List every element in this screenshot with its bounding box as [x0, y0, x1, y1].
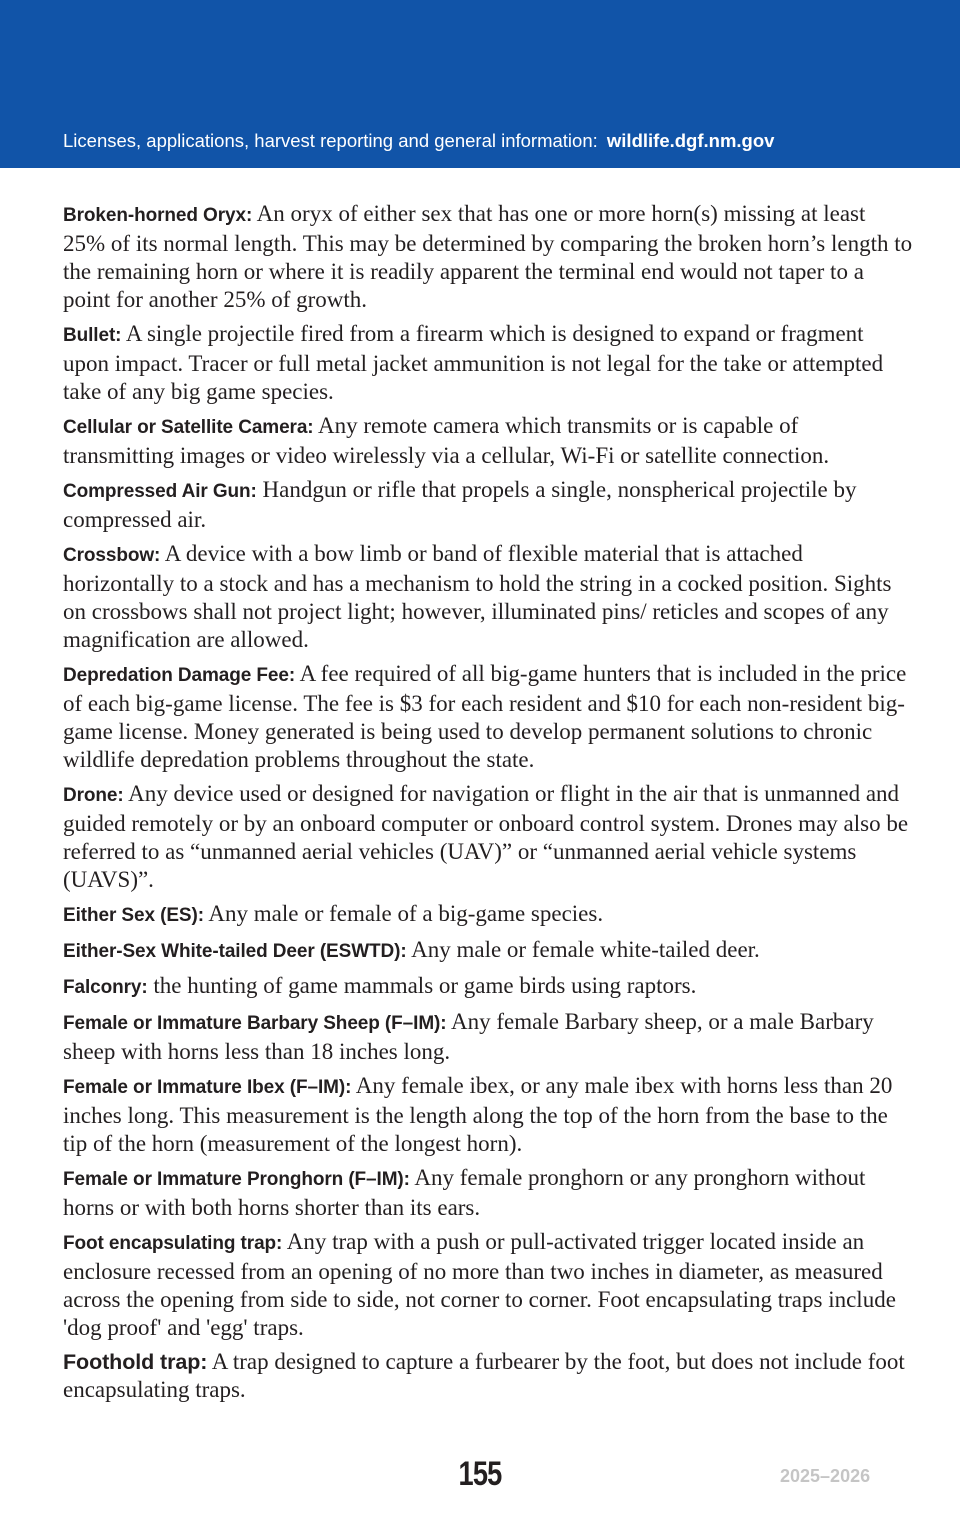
glossary-definition: Any female pronghorn or any pronghorn without horns or with both horns shorter than its ears.: [63, 1165, 866, 1220]
header-info-text: Licenses, applications, harvest reporting and general information:: [63, 130, 598, 151]
glossary-definition: A fee required of all big-game hunters that is included in the price of each big-game license. The fee is $3 for each resident and $10 for each non-resident big-game license. Money generated is being used to develop permanent solutions to chronic wildlife depredation problems throughout the state.: [63, 661, 907, 772]
glossary-term: Depredation Damage Fee:: [63, 665, 296, 686]
glossary-entry: [63, 1348, 913, 1404]
glossary-definition: Any male or female of a big-game species.: [208, 901, 604, 926]
edition-years: 2025–2026: [780, 1466, 871, 1486]
glossary-definition: An oryx of either sex that has one or more horn(s) missing at least 25% of its normal length. This may be determined by comparing the broken horn’s length to the remaining horn or where it is readily apparent the terminal end would not taper to a point for another 25% of growth.: [63, 201, 913, 312]
glossary-entry: [63, 320, 913, 406]
glossary-definition: the hunting of game mammals or game birds using raptors.: [153, 973, 697, 998]
glossary-term: Falconry:: [63, 977, 148, 998]
glossary-definition: Any trap with a push or pull-activated trigger located inside an enclosure recessed from an opening of no more than two inches in diameter, as measured across the opening from side to side, not corner to corner. Foot encapsulating traps include 'dog proof' and 'egg' traps.: [63, 1229, 896, 1340]
glossary-entry: [63, 1008, 913, 1066]
glossary-entry: [63, 660, 913, 774]
glossary-definition: Any female ibex, or any male ibex with horns less than 20 inches long. This measurement is the length along the top of the horn from the base to the tip of the horn (measurement of the longest horn).: [63, 1073, 893, 1156]
glossary-entry: [63, 412, 913, 470]
glossary-term: Foothold trap:: [63, 1350, 208, 1374]
glossary-definition: Any male or female white-tailed deer.: [411, 937, 760, 962]
glossary-term: Cellular or Satellite Camera:: [63, 417, 314, 438]
glossary-entry: [63, 476, 913, 534]
glossary-list: [63, 200, 913, 1410]
glossary-term: Compressed Air Gun:: [63, 481, 257, 502]
glossary-definition: Any female Barbary sheep, or a male Barbary sheep with horns less than 18 inches long.: [63, 1009, 874, 1064]
website-link[interactable]: wildlife.dgf.nm.gov: [606, 130, 775, 151]
glossary-entry: [63, 780, 913, 894]
glossary-entry: [63, 540, 913, 654]
glossary-term: Female or Immature Pronghorn (F–IM):: [63, 1169, 410, 1190]
glossary-term: Drone:: [63, 785, 124, 806]
page-header-band: [0, 0, 960, 168]
glossary-term: Female or Immature Barbary Sheep (F–IM):: [63, 1013, 447, 1034]
header-info-line: [63, 130, 774, 152]
glossary-term: Crossbow:: [63, 545, 161, 566]
glossary-entry: [63, 900, 913, 930]
glossary-entry: [63, 972, 913, 1002]
glossary-entry: [63, 936, 913, 966]
glossary-entry: [63, 1228, 913, 1342]
glossary-term: Foot encapsulating trap:: [63, 1233, 283, 1254]
glossary-definition: Handgun or rifle that propels a single, nonspherical projectile by compressed air.: [63, 477, 857, 532]
glossary-entry: [63, 1072, 913, 1158]
glossary-entry: [63, 200, 913, 314]
glossary-term: Bullet:: [63, 325, 122, 346]
glossary-definition: A device with a bow limb or band of flexible material that is attached horizontally to a stock and has a mechanism to hold the string in a cocked position. Sights on crossbows shall not project light; however, illuminated pins/ reticles and scopes of any magnification are allowed.: [63, 541, 892, 652]
glossary-term: Broken-horned Oryx:: [63, 205, 253, 226]
glossary-definition: Any device used or designed for navigation or flight in the air that is unmanned and guided remotely or by an onboard computer or onboard control system. Drones may also be referred to as “unmanned aerial vehicles (UAV)” or “unmanned aerial vehicle systems (UAVS)”.: [63, 781, 909, 892]
glossary-term: Either-Sex White-tailed Deer (ESWTD):: [63, 941, 407, 962]
glossary-term: Female or Immature Ibex (F–IM):: [63, 1077, 352, 1098]
page-number: 155: [458, 1455, 502, 1493]
glossary-entry: [63, 1164, 913, 1222]
glossary-definition: A trap designed to capture a furbearer by the foot, but does not include foot encapsulating traps.: [63, 1349, 905, 1402]
glossary-definition: Any remote camera which transmits or is capable of transmitting images or video wirelessly via a cellular, Wi-Fi or satellite connection.: [63, 413, 830, 468]
glossary-definition: A single projectile fired from a firearm which is designed to expand or fragment upon impact. Tracer or full metal jacket ammunition is not legal for the take or attempted take of any big game species.: [63, 321, 884, 404]
glossary-term: Either Sex (ES):: [63, 905, 204, 926]
